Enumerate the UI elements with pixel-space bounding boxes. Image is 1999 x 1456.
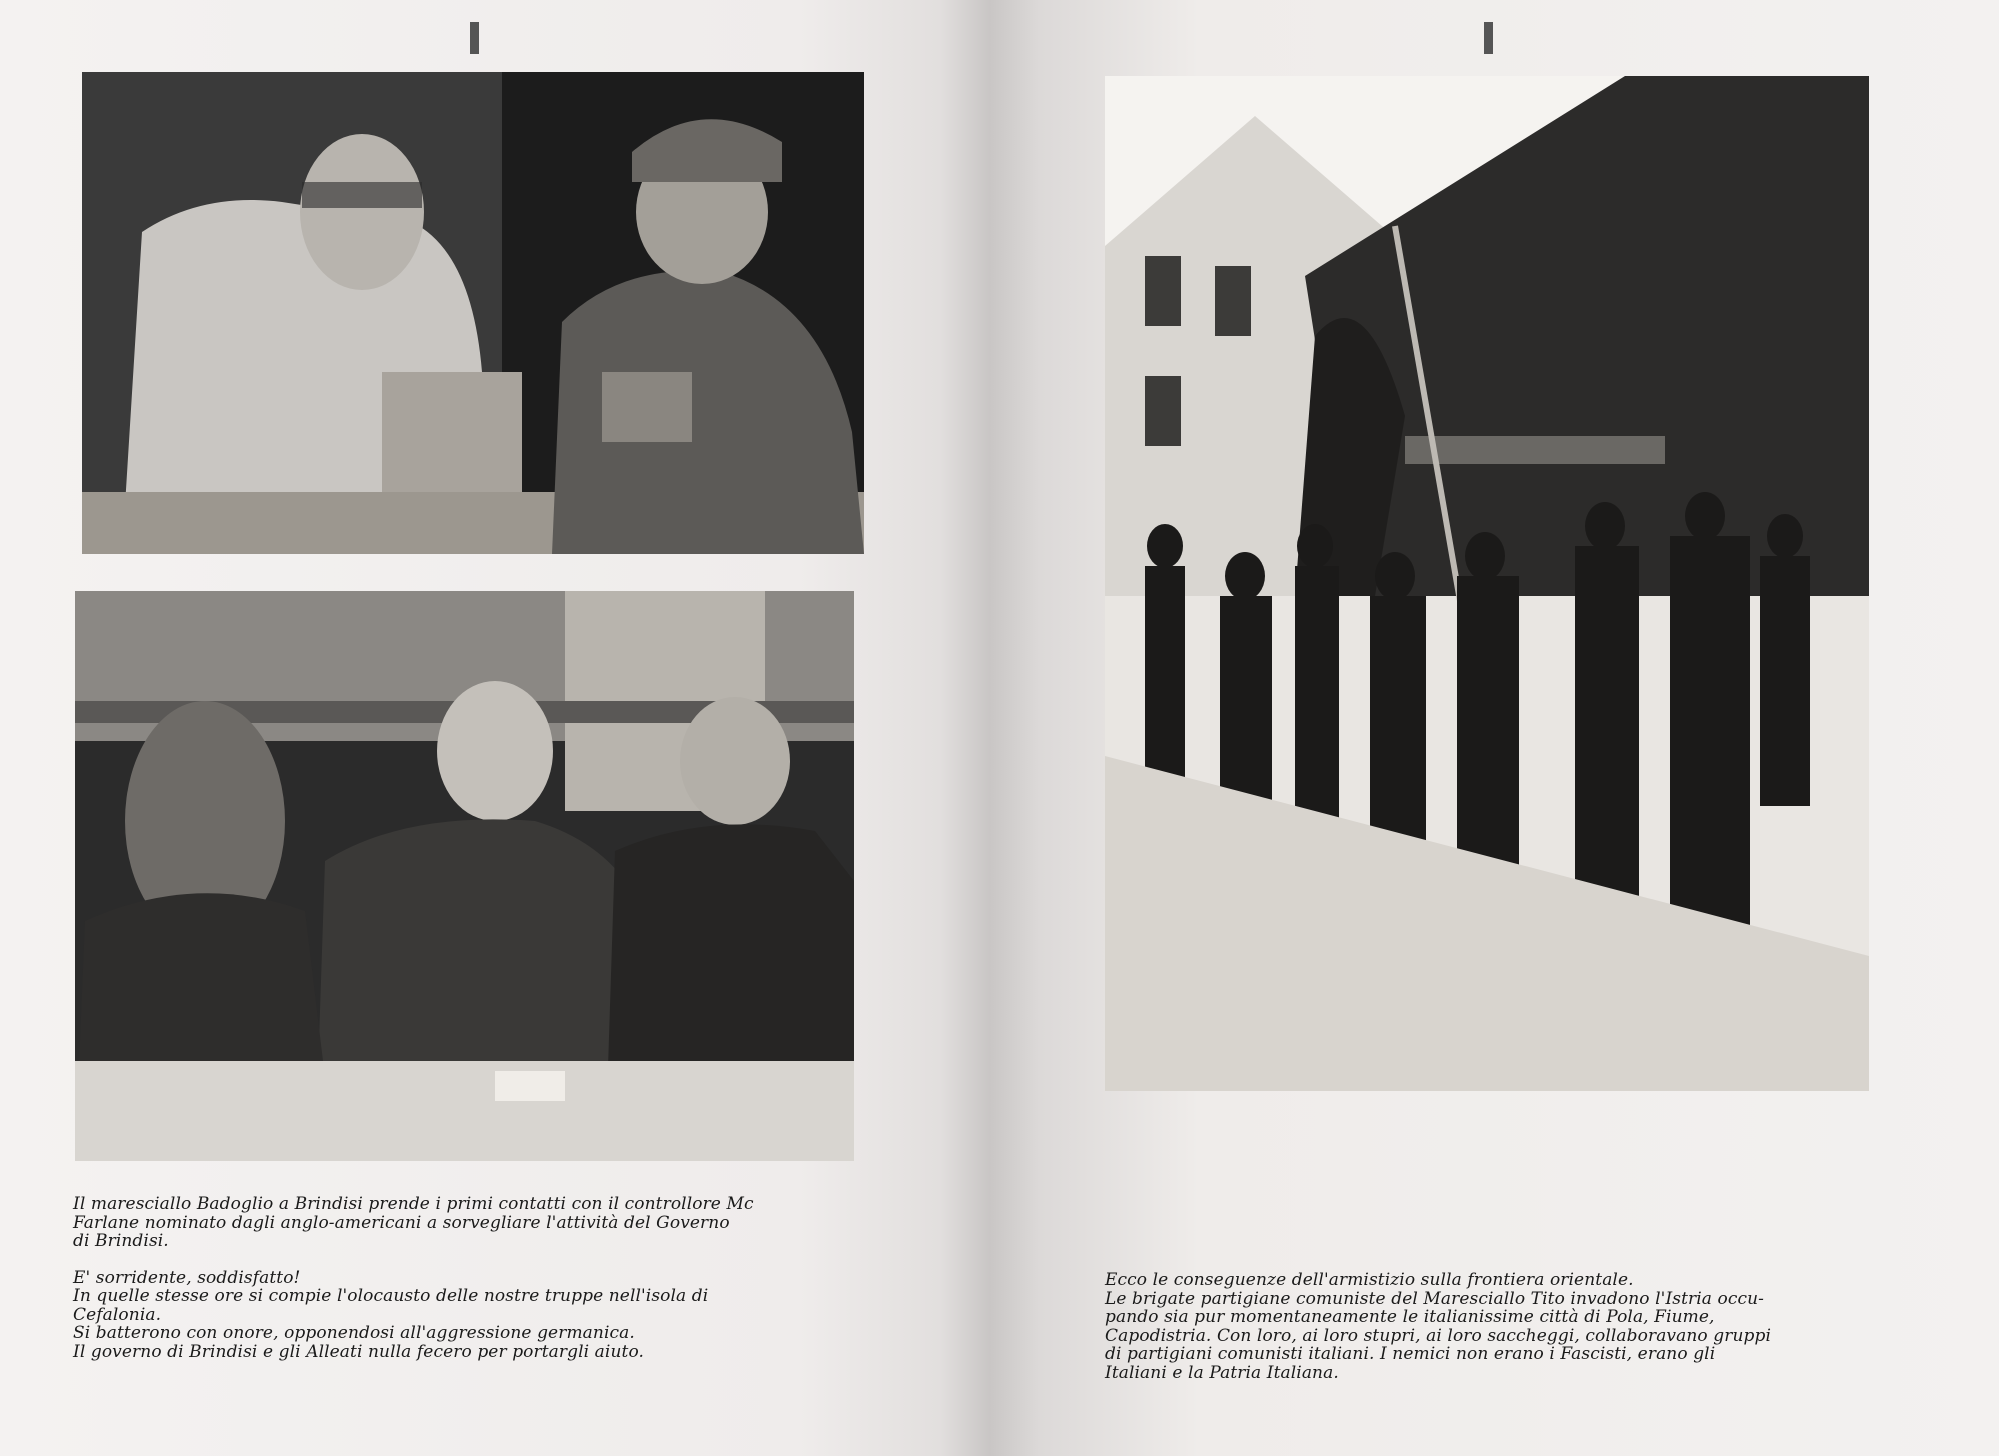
caption-line: Ecco le conseguenze dell'armistizio sulla frontiera orientale. xyxy=(1105,1270,1634,1290)
caption-line: Il governo di Brindisi e gli Alleati nulla fecero per portargli aiuto. xyxy=(73,1341,644,1362)
photo-badoglio-meeting xyxy=(75,591,854,1161)
page-marker xyxy=(1484,22,1493,54)
right-caption xyxy=(1105,1271,1885,1382)
caption-line: Capodistria. Con loro, ai loro stupri, ai loro saccheggi, collaboravano gruppi xyxy=(1105,1325,1772,1346)
photo-officers-conversation xyxy=(82,72,864,554)
caption-line: Cefalonia. xyxy=(73,1304,162,1325)
caption-line: di Brindisi. xyxy=(73,1231,169,1251)
caption-line: Le brigate partigiane comuniste del Maresciallo Tito invadono l'Istria occu- xyxy=(1105,1288,1764,1309)
caption-line: Italiani e la Patria Italiana. xyxy=(1105,1362,1339,1383)
left-caption xyxy=(73,1195,863,1361)
caption-line: di partigiani comunisti italiani. I nemici non erano i Fascisti, erano gli xyxy=(1105,1344,1716,1364)
left-page xyxy=(0,0,985,1456)
caption-line: In quelle stesse ore si compie l'olocausto delle nostre truppe nell'isola di xyxy=(73,1286,709,1306)
caption-line: pando sia pur momentaneamente le italianissime città di Pola, Fiume, xyxy=(1105,1307,1715,1327)
page-marker xyxy=(470,22,479,54)
caption-line: Il maresciallo Badoglio a Brindisi prende i primi contatti con il controllore Mc xyxy=(73,1194,754,1214)
caption-line: Farlane nominato dagli anglo-americani a sorvegliare l'attività del Governo xyxy=(73,1212,730,1233)
right-page xyxy=(985,0,1999,1456)
caption-line: Si batterono con onore, opponendosi all'aggressione germanica. xyxy=(73,1323,635,1343)
caption-line: E' sorridente, soddisfatto! xyxy=(73,1267,301,1288)
photo-partisans-march xyxy=(1105,76,1869,1091)
